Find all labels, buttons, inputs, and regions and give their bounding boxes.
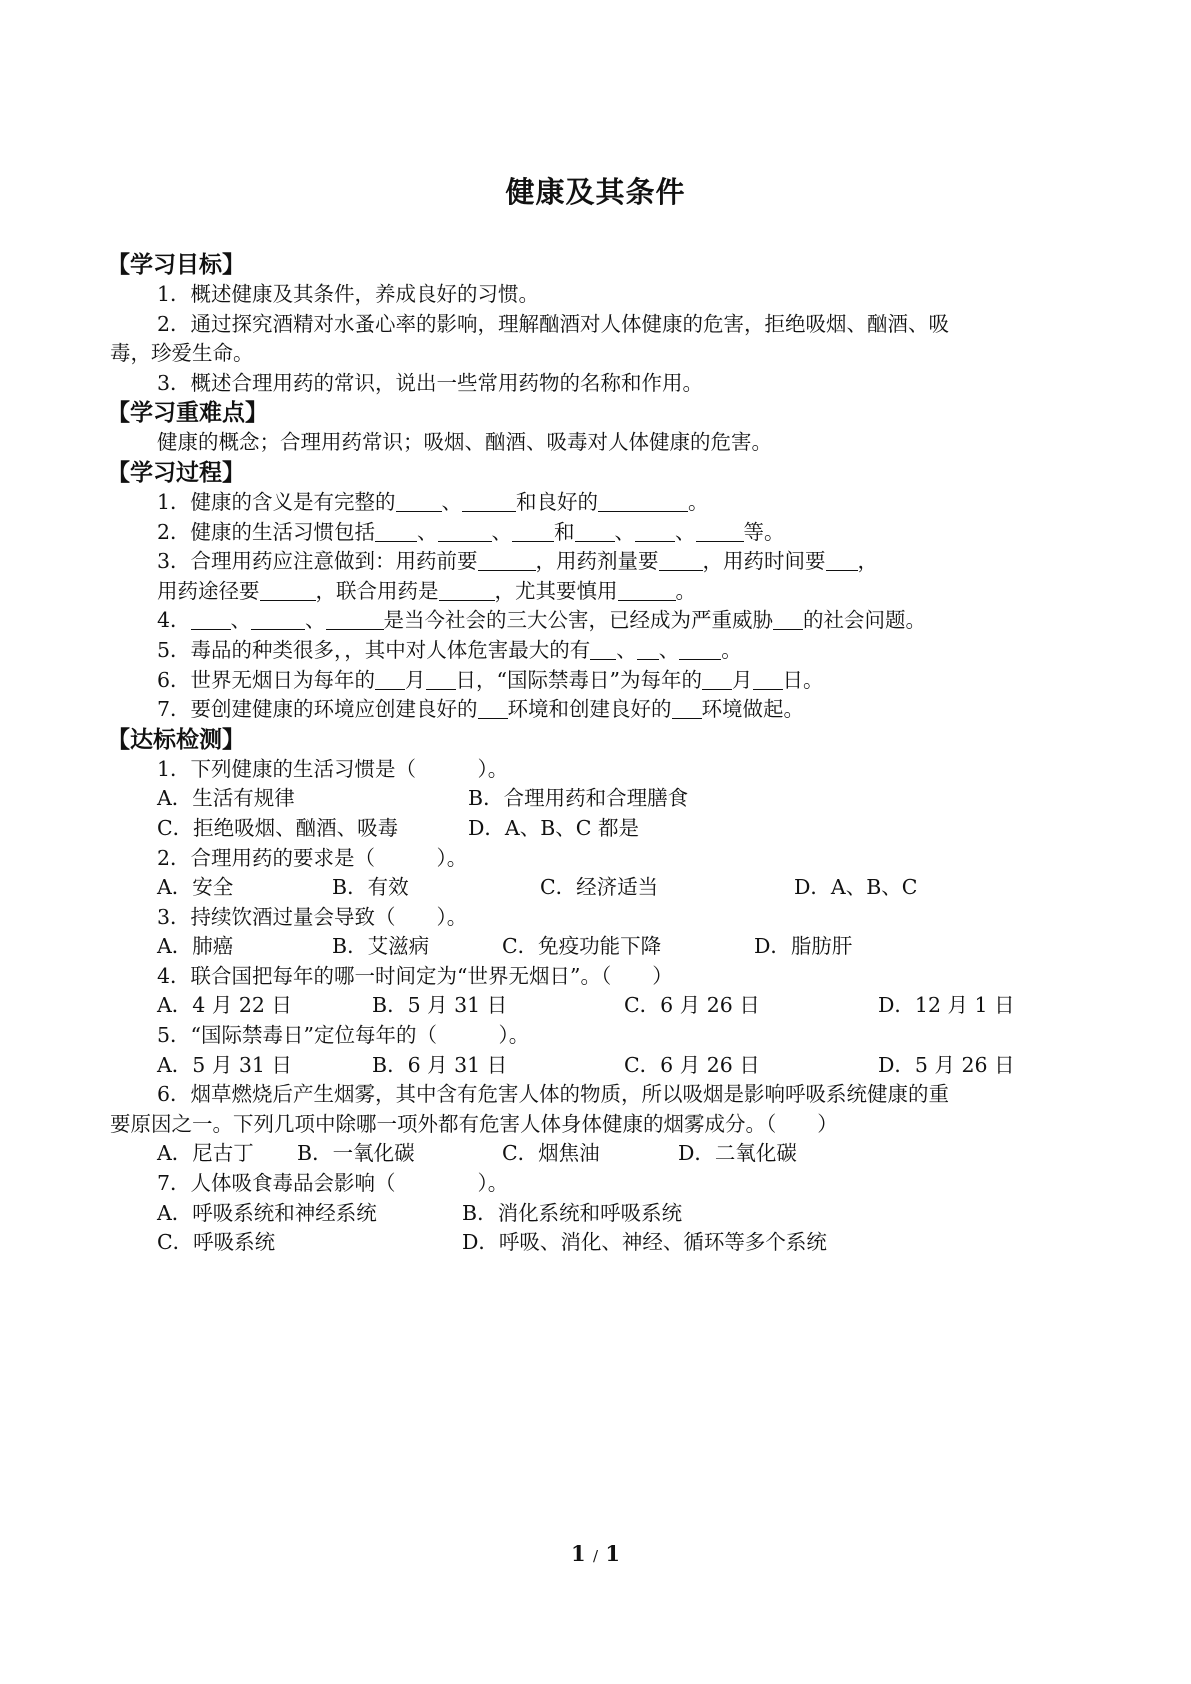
fill-blank[interactable] — [575, 523, 615, 542]
goal-item: 1．概述健康及其条件，养成良好的习惯。 — [157, 282, 540, 306]
question-text: 6．世界无烟日为每年的 — [157, 667, 376, 692]
test-question-stem: 2．合理用药的要求是（ ）。 — [157, 845, 468, 870]
goal-item: 3．概述合理用药的常识，说出一些常用药物的名称和作用。 — [157, 370, 704, 395]
option-b[interactable]: B．一氧化碳 — [297, 1141, 415, 1166]
fill-blank[interactable] — [191, 611, 231, 630]
option-a[interactable]: A．5 月 31 日 — [157, 1052, 292, 1077]
option-a[interactable]: A．呼吸系统和神经系统 — [157, 1200, 377, 1225]
question-text: ， — [857, 549, 879, 574]
option-c[interactable]: C．经济适当 — [540, 875, 659, 900]
process-question-7 — [110, 695, 1085, 725]
fill-blank[interactable] — [635, 523, 675, 542]
process-question-6 — [110, 666, 1085, 696]
options-row — [110, 991, 1085, 1021]
options-row — [110, 1139, 1085, 1169]
question-text: 。 — [675, 578, 696, 603]
option-b[interactable]: B．消化系统和呼吸系统 — [462, 1200, 683, 1225]
question-text: 。 — [803, 667, 824, 692]
options-row — [110, 932, 1085, 962]
question-text: 的社会问题。 — [803, 608, 927, 633]
options-row — [110, 814, 1085, 844]
option-d[interactable]: D．5 月 26 日 — [878, 1052, 1015, 1077]
fill-blank[interactable] — [590, 641, 616, 660]
page-separator: / — [592, 1547, 599, 1565]
fill-blank[interactable] — [439, 582, 495, 601]
fill-blank[interactable] — [375, 523, 417, 542]
fill-blank[interactable] — [679, 641, 721, 660]
question-text: 5．毒品的种类很多，，其中对人体危害最大的有 — [157, 637, 591, 662]
page-title: 健康及其条件 — [505, 175, 686, 209]
test-question-stem: 3．持续饮酒过量会导致（ ）。 — [157, 904, 468, 929]
document-body — [107, 250, 1085, 1258]
process-question-4 — [110, 606, 1085, 636]
fill-blank[interactable] — [618, 582, 676, 601]
separator: 、 — [616, 637, 637, 662]
fill-blank[interactable] — [672, 700, 702, 719]
separator: 、 — [614, 519, 636, 544]
fill-blank[interactable] — [375, 671, 405, 690]
option-d[interactable]: D．脂肪肝 — [754, 934, 853, 959]
goal-item: 2．通过探究酒精对水蚤心率的影响，理解酗酒对人体健康的危害，拒绝吸烟、酗酒、吸 — [157, 311, 950, 336]
fill-blank[interactable] — [251, 611, 305, 630]
fill-blank[interactable] — [462, 493, 516, 512]
test-question-stem: 7．人体吸食毒品会影响（ ）。 — [157, 1171, 509, 1196]
fill-blank[interactable] — [826, 552, 858, 571]
fill-blank[interactable] — [512, 523, 554, 542]
question-text: 是当今社会的三大公害，已经成为严重威胁 — [383, 608, 774, 633]
option-a[interactable]: A．尼古丁 — [157, 1141, 254, 1166]
question-text: 日 — [455, 667, 477, 692]
fill-blank[interactable] — [637, 641, 659, 660]
question-text: 等。 — [743, 519, 785, 544]
separator: 、 — [675, 519, 696, 544]
fill-blank[interactable] — [438, 523, 492, 542]
option-c[interactable]: C．6 月 26 日 — [624, 993, 760, 1018]
process-question-1 — [110, 488, 1085, 518]
test-question-stem-continued: 要原因之一。下列几项中除哪一项外都有危害人体身体健康的烟雾成分。（ ） — [110, 1111, 838, 1136]
question-text: ，联合用药是 — [315, 578, 439, 603]
question-text: 。 — [721, 637, 742, 662]
question-text: 7．要创建健康的环境应创建良好的 — [157, 697, 478, 722]
fill-blank[interactable] — [773, 611, 803, 630]
question-text: 、 — [441, 489, 463, 514]
option-b[interactable]: B．5 月 31 日 — [372, 993, 508, 1018]
separator: 、 — [658, 637, 680, 662]
options-row — [110, 1228, 1085, 1258]
key-points-text: 健康的概念；合理用药常识；吸烟、酗酒、吸毒对人体健康的危害。 — [157, 430, 772, 455]
question-text: 环境做起。 — [701, 697, 805, 722]
question-text: 2．健康的生活习惯包括 — [157, 519, 376, 544]
question-text: 月 — [732, 667, 753, 692]
fill-blank[interactable] — [478, 700, 508, 719]
question-text: ，用药时间要 — [702, 549, 826, 574]
question-text: 和良好的 — [516, 489, 599, 514]
separator: 、 — [230, 608, 252, 633]
question-text: ，用药剂量要 — [535, 549, 659, 574]
question-text: 3．合理用药应注意做到：用药前要 — [157, 549, 478, 574]
option-b[interactable]: B．有效 — [332, 875, 409, 900]
separator: 、 — [417, 519, 438, 544]
option-d[interactable]: D．12 月 1 日 — [878, 993, 1015, 1018]
question-text: ，“国际禁毒日”为每年的 — [476, 667, 703, 692]
option-d[interactable]: D．二氧化碳 — [678, 1141, 797, 1166]
option-d[interactable]: D．呼吸、消化、神经、循环等多个系统 — [462, 1230, 827, 1255]
option-d[interactable]: D．A、B、C — [794, 875, 918, 900]
question-text: ，尤其要慎用 — [494, 578, 618, 603]
separator: 、 — [305, 608, 326, 633]
process-question-3 — [110, 547, 1085, 577]
process-question-3-continued — [110, 577, 1085, 607]
options-row — [110, 1051, 1085, 1081]
option-b[interactable]: B．合理用药和合理膳食 — [468, 786, 689, 811]
test-question-stem: 1．下列健康的生活习惯是（ ）。 — [157, 756, 509, 781]
process-question-5 — [110, 636, 1085, 666]
page-number — [0, 1541, 1191, 1566]
total-pages: 1 — [605, 1541, 620, 1566]
option-c[interactable]: C．烟焦油 — [502, 1141, 600, 1166]
test-question-stem: 5．“国际禁毒日”定位每年的（ ）。 — [157, 1023, 530, 1048]
options-row — [110, 1199, 1085, 1229]
option-c[interactable]: C．6 月 26 日 — [624, 1052, 760, 1077]
option-c[interactable]: C．拒绝吸烟、酗酒、吸毒 — [157, 815, 399, 840]
process-question-2 — [110, 518, 1085, 548]
option-c[interactable]: C．免疫功能下降 — [502, 934, 662, 959]
question-text: 环境和创建良好的 — [507, 697, 672, 722]
section-heading-goals: 【学习目标】 — [107, 252, 245, 278]
section-heading-process: 【学习过程】 — [107, 459, 245, 486]
question-text: 日 — [782, 667, 804, 692]
option-c[interactable]: C．呼吸系统 — [157, 1230, 276, 1255]
fill-blank[interactable] — [598, 493, 688, 512]
test-question-stem: 4．联合国把每年的哪一时间定为“世界无烟日”。（ ） — [157, 963, 673, 988]
separator: 、 — [491, 519, 513, 544]
test-question-stem: 6．烟草燃烧后产生烟雾，其中含有危害人体的物质，所以吸烟是影响呼吸系统健康的重 — [157, 1082, 950, 1107]
options-row — [110, 873, 1085, 903]
section-heading-key-points: 【学习重难点】 — [107, 400, 268, 427]
fill-blank[interactable] — [696, 523, 744, 542]
section-heading-test: 【达标检测】 — [107, 726, 245, 753]
option-d[interactable]: D．A、B、C 都是 — [468, 815, 640, 840]
option-a[interactable]: A．4 月 22 日 — [157, 993, 292, 1018]
question-text: 4． — [157, 608, 191, 633]
option-b[interactable]: B．艾滋病 — [332, 934, 430, 959]
fill-blank[interactable] — [426, 671, 456, 690]
question-text: 月 — [405, 667, 426, 692]
fill-blank[interactable] — [396, 493, 442, 512]
question-text: 用药途径要 — [157, 578, 260, 603]
fill-blank[interactable] — [659, 552, 703, 571]
fill-blank[interactable] — [702, 671, 732, 690]
question-text: 和 — [554, 519, 575, 544]
fill-blank[interactable] — [260, 582, 316, 601]
option-a[interactable]: A．安全 — [157, 875, 234, 900]
fill-blank[interactable] — [753, 671, 783, 690]
option-b[interactable]: B．6 月 31 日 — [372, 1052, 508, 1077]
goal-item-continued: 毒，珍爱生命。 — [110, 341, 254, 366]
fill-blank[interactable] — [478, 552, 536, 571]
option-a[interactable]: A．生活有规律 — [157, 786, 295, 811]
question-text: 1．健康的含义是有完整的 — [157, 489, 396, 514]
option-a[interactable]: A．肺癌 — [157, 934, 234, 959]
fill-blank[interactable] — [326, 611, 384, 630]
current-page: 1 — [571, 1541, 586, 1566]
question-text: 。 — [688, 489, 709, 514]
options-row — [110, 784, 1085, 814]
